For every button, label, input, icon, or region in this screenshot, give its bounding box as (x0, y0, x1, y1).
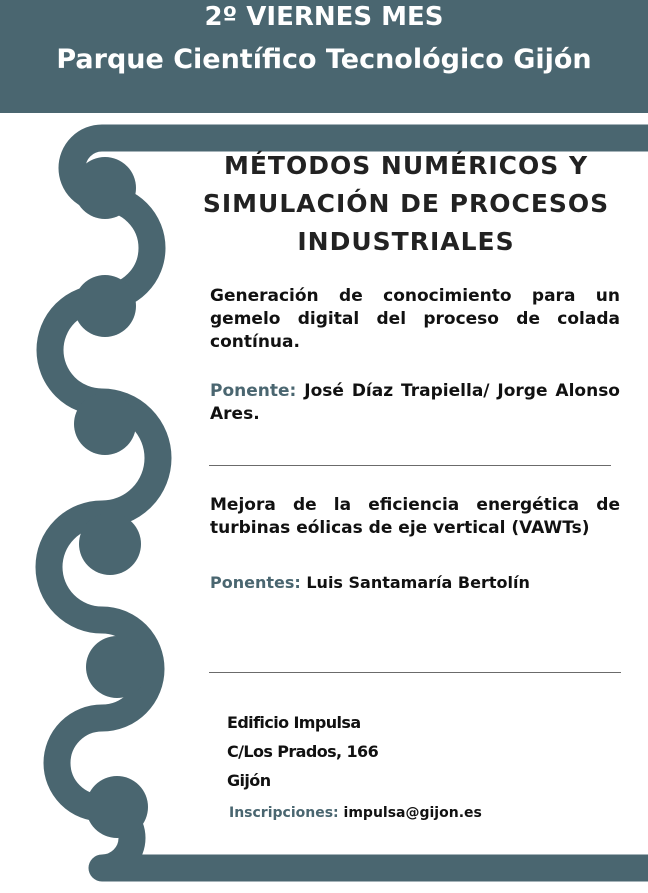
talk-2-topic: Mejora de la eficiencia energética de turbinas eólicas de eje vertical (VAWTs) (210, 495, 620, 538)
venue-street: C/Los Prados, 166 (227, 742, 379, 761)
page-title (168, 147, 644, 261)
header-banner (0, 0, 648, 113)
divider-2 (209, 672, 621, 673)
venue-city: Gijón (227, 771, 271, 790)
event-location: Parque Científico Tecnológico Gijón (56, 44, 592, 75)
title-line-3: INDUSTRIALES (297, 227, 515, 256)
venue-building: Edificio Impulsa (227, 713, 361, 732)
venue-address (227, 708, 527, 795)
registration-email[interactable]: impulsa@gijon.es (343, 805, 482, 821)
dot-5 (86, 636, 148, 698)
dot-6 (86, 776, 148, 838)
dot-4 (79, 513, 141, 575)
registration-label: Inscripciones: (229, 805, 339, 821)
talk-1-speaker-label: Ponente: (210, 381, 297, 401)
talk-2-speaker-label: Ponentes: (210, 573, 301, 592)
event-schedule: 2º VIERNES MES (204, 2, 444, 32)
talk-2-speaker-line (210, 571, 620, 594)
talk-1-speaker: José Díaz Trapiella/ Jorge Alonso Ares. (210, 381, 620, 424)
talk-1-speaker-line (210, 380, 620, 426)
dot-2 (74, 275, 136, 337)
talk-1-topic: Generación de conocimiento para un gemelo digital del proceso de colada contínua. (210, 286, 620, 352)
talk-2-speaker: Luis Santamaría Bertolín (306, 573, 530, 592)
divider-1 (209, 465, 611, 466)
title-line-1: MÉTODOS NUMÉRICOS Y (223, 151, 589, 180)
title-line-2: SIMULACIÓN DE PROCESOS (202, 189, 610, 218)
dot-1 (74, 157, 136, 219)
dot-3 (74, 393, 136, 455)
registration-line (229, 805, 482, 821)
